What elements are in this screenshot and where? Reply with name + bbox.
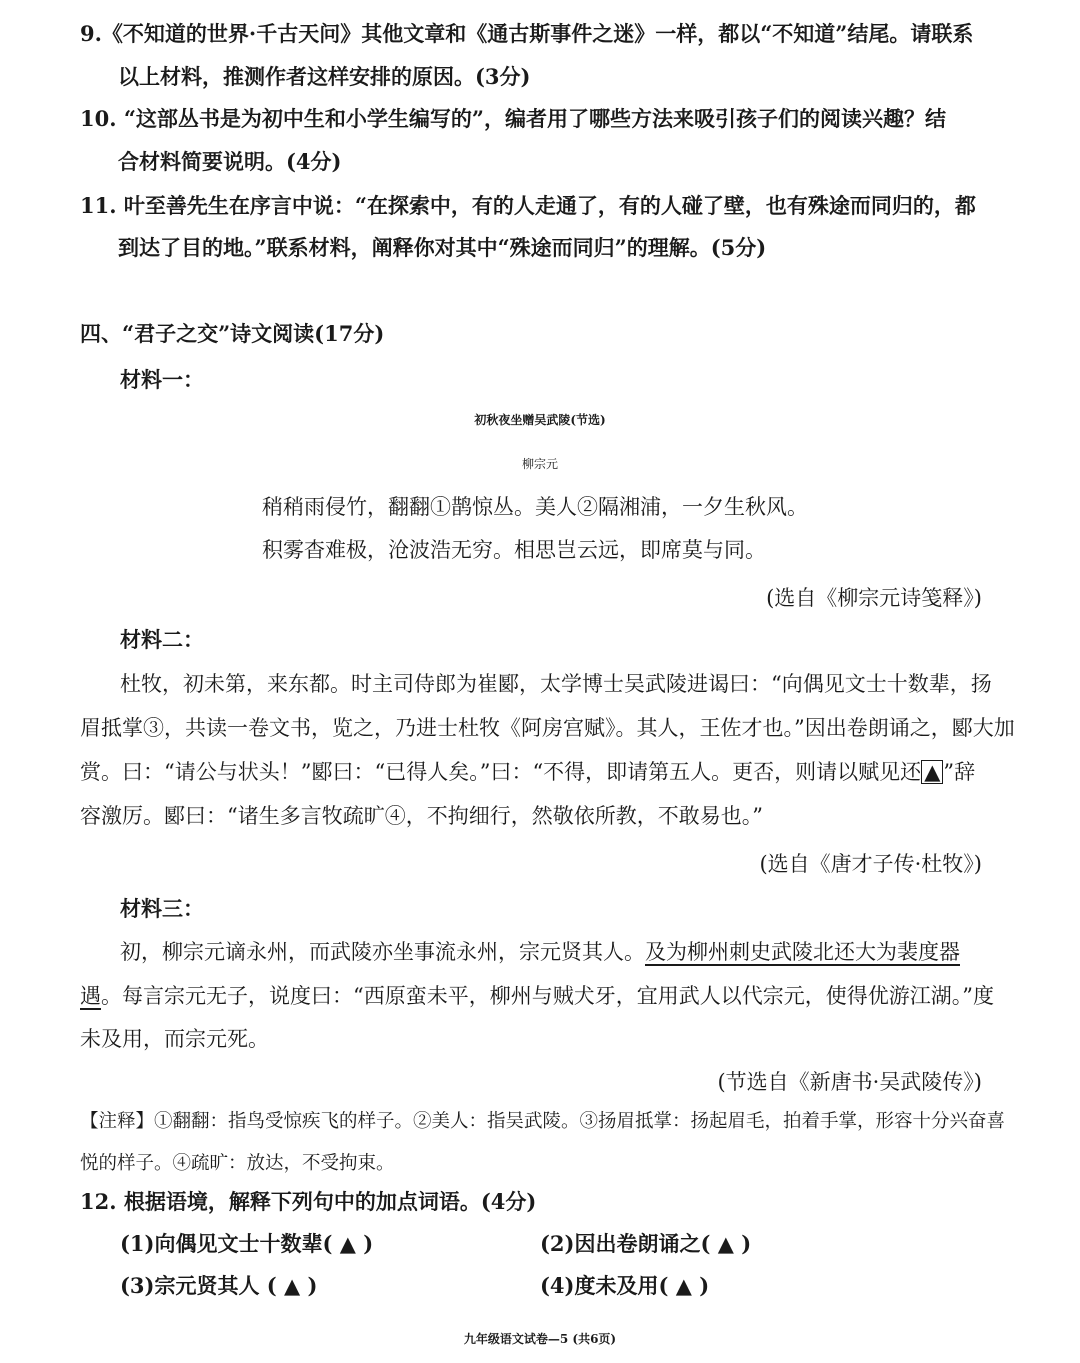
poem-verse-1: 稍稍雨侵竹，翻翻①鹊惊丛。美人②隔湘浦，一夕生秋风。 bbox=[262, 495, 808, 519]
material-3-line-2 bbox=[80, 982, 994, 1010]
material-1-source: (选自《柳宗元诗笺释》) bbox=[766, 586, 982, 610]
item-2-close: ) bbox=[741, 1231, 752, 1256]
question-12-item-4 bbox=[540, 1272, 709, 1300]
question-9-line-1: 9.《不知道的世界·千古天问》其他文章和《通古斯事件之迷》一样，都以“不知道”结尾。请联系 bbox=[80, 21, 974, 46]
underlined-sentence-part-1: 及为柳州刺史武陵北还大为裴度器 bbox=[645, 940, 960, 964]
poem-title: 初秋夜坐赠吴武陵(节选) bbox=[474, 413, 606, 427]
item-4-close: ) bbox=[699, 1273, 710, 1298]
question-11-line-1: 11. 叶至善先生在序言中说：“在探索中，有的人走通了，有的人碰了壁，也有殊途而同归的，都 bbox=[80, 193, 976, 218]
material-2-line-3-end: ”辞 bbox=[943, 760, 976, 784]
notes-line-2: 悦的样子。④疏旷：放达，不受拘束。 bbox=[80, 1153, 395, 1174]
material-3-label: 材料三： bbox=[120, 896, 204, 921]
item-3-text: (3)宗元贤其人 ( bbox=[120, 1273, 277, 1298]
material-3-line-2-text: 。每言宗元无子，说度曰：“西原蛮未平，柳州与贼犬牙，宜用武人以代宗元，使得优游江湖。”度 bbox=[101, 984, 994, 1008]
poem-author: 柳宗元 bbox=[521, 457, 558, 471]
material-2-line-2: 眉抵掌③，共读一卷文书，览之，乃进士杜牧《阿房宫赋》。其人，王佐才也。”因出卷朗诵之，郾大加 bbox=[80, 716, 1015, 740]
question-12-item-2 bbox=[540, 1230, 751, 1258]
item-2-answer-blank[interactable]: ▲ bbox=[710, 1231, 742, 1256]
material-1-label: 材料一： bbox=[120, 367, 204, 392]
item-1-close: ) bbox=[363, 1231, 374, 1256]
answer-blank-triangle: ▲ bbox=[921, 760, 943, 784]
question-12-item-3 bbox=[120, 1272, 317, 1300]
page-footer: 九年级语文试卷—5 (共6页) bbox=[463, 1332, 617, 1346]
question-12-item-1 bbox=[120, 1230, 373, 1258]
material-3-line-3: 未及用，而宗元死。 bbox=[80, 1027, 269, 1051]
material-2-line-3 bbox=[80, 758, 975, 786]
question-10-line-1: 10. “这部丛书是为初中生和小学生编写的”，编者用了哪些方法来吸引孩子们的阅读兴趣？结 bbox=[80, 106, 947, 131]
section-4-heading: 四、“君子之交”诗文阅读(17分) bbox=[80, 321, 385, 346]
question-10-line-2: 合材料简要说明。(4分) bbox=[118, 149, 342, 174]
poem-verse-2: 积雾杳难极，沧波浩无穷。相思岂云远，即席莫与同。 bbox=[262, 538, 766, 562]
material-2-line-3-text: 赏。曰：“请公与状头！”郾曰：“已得人矣。”曰：“不得，即请第五人。更否，则请以赋见还 bbox=[80, 760, 922, 784]
material-2-line-4: 容激厉。郾曰：“诸生多言牧疏旷④，不拘细行，然敬依所教，不敢易也。” bbox=[80, 804, 763, 828]
notes-line-1: 【注释】①翻翻：指鸟受惊疾飞的样子。②美人：指吴武陵。③扬眉抵掌：扬起眉毛，拍着手掌，形容十分兴奋喜 bbox=[80, 1111, 1006, 1132]
item-4-text: (4)度未及用( bbox=[540, 1273, 669, 1298]
material-3-line-1-text: 初，柳宗元谪永州，而武陵亦坐事流永州，宗元贤其人。 bbox=[120, 940, 645, 964]
question-11-line-2: 到达了目的地。”联系材料，阐释你对其中“殊途而同归”的理解。(5分) bbox=[118, 235, 767, 260]
question-12-prompt: 12. 根据语境，解释下列句中的加点词语。(4分) bbox=[80, 1189, 537, 1214]
item-3-close: ) bbox=[307, 1273, 318, 1298]
item-4-answer-blank[interactable]: ▲ bbox=[668, 1273, 700, 1298]
underlined-sentence-part-2: 遇 bbox=[80, 984, 101, 1008]
material-2-line-1: 杜牧，初未第，来东都。时主司侍郎为崔郾，太学博士吴武陵进谒曰：“向偶见文士十数辈，扬 bbox=[120, 672, 992, 696]
item-2-text: (2)因出卷朗诵之( bbox=[540, 1231, 711, 1256]
material-2-source: (选自《唐才子传·杜牧》) bbox=[759, 852, 982, 876]
question-9-line-2: 以上材料，推测作者这样安排的原因。(3分) bbox=[118, 64, 531, 89]
item-1-answer-blank[interactable]: ▲ bbox=[332, 1231, 364, 1256]
material-2-label: 材料二： bbox=[120, 627, 204, 652]
item-1-text: (1)向偶见文士十数辈( bbox=[120, 1231, 333, 1256]
item-3-answer-blank[interactable]: ▲ bbox=[276, 1273, 308, 1298]
material-3-line-1 bbox=[120, 938, 960, 966]
material-3-source: (节选自《新唐书·吴武陵传》) bbox=[717, 1070, 982, 1094]
